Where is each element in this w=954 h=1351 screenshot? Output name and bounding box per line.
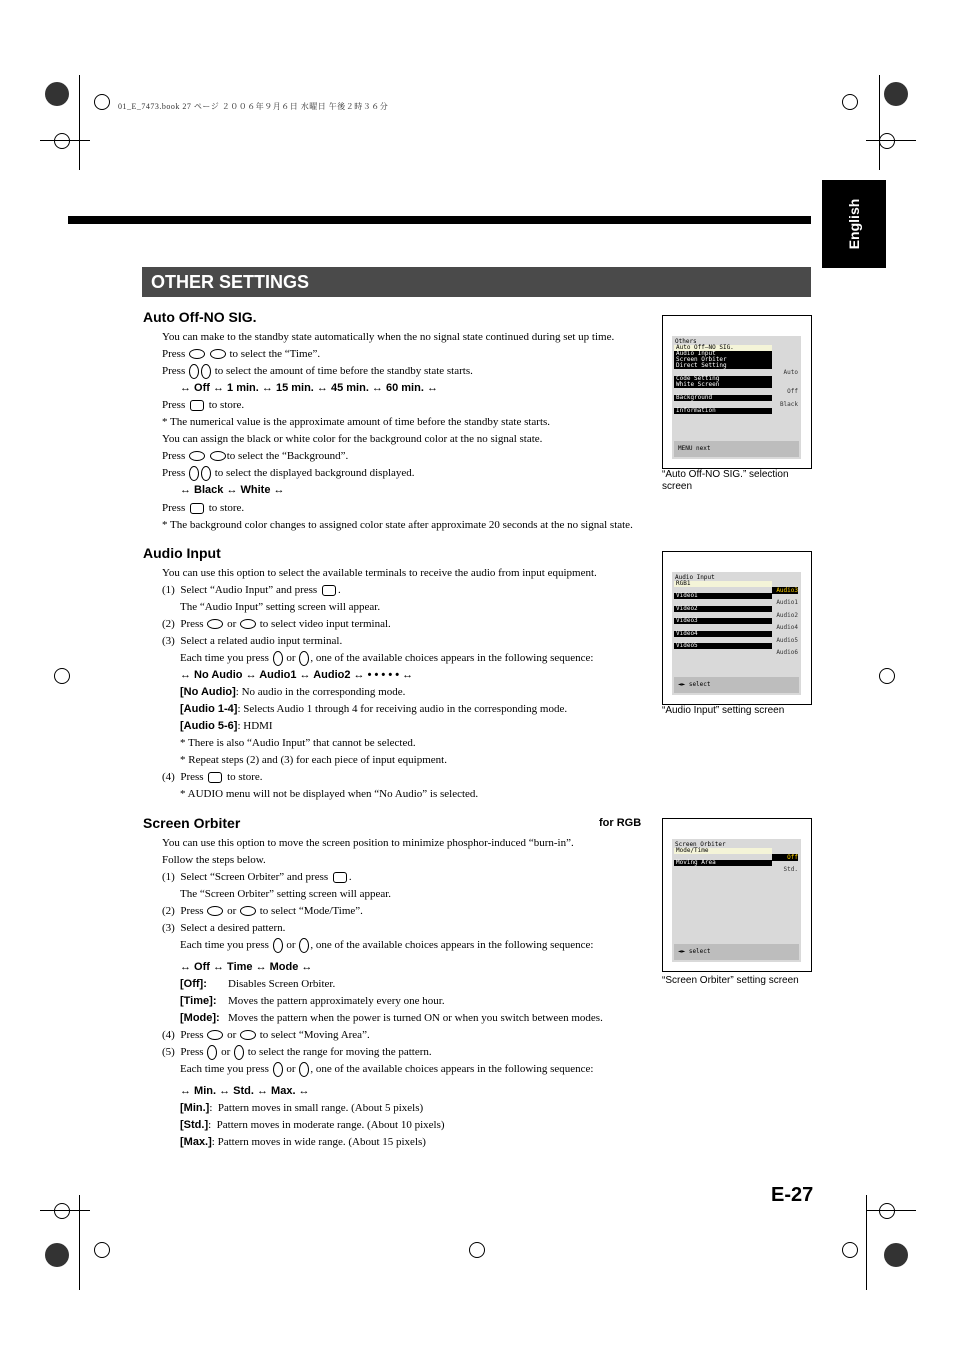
audio-input-heading: Audio Input bbox=[143, 545, 221, 561]
audio-def: [Audio 5-6]: HDMI bbox=[180, 720, 273, 732]
registration-target-icon bbox=[94, 94, 110, 110]
left-button-icon bbox=[273, 938, 283, 953]
right-button-icon bbox=[234, 1045, 244, 1060]
osd-row: Audio Input bbox=[674, 351, 772, 357]
audio-step-3-detail: Each time you press or , one of the available choices appears in the following sequence: bbox=[180, 652, 594, 664]
orbiter-area-def: [Std.]: Pattern moves in moderate range. (About 10 pixels) bbox=[180, 1119, 445, 1131]
crop-mark bbox=[879, 75, 880, 170]
orbiter-def: [Off]: Disables Screen Orbiter. bbox=[180, 978, 336, 990]
orbiter-step-1: (1) Select “Screen Orbiter” and press . bbox=[162, 871, 352, 883]
screen-orbiter-screen-figure bbox=[662, 818, 812, 972]
screen-orbiter-heading: Screen Orbiter bbox=[143, 815, 241, 831]
registration-target-icon bbox=[879, 1203, 895, 1219]
figure-caption: “Auto Off-NO SIG.” selection bbox=[662, 469, 789, 480]
osd-value: Std. bbox=[783, 866, 798, 873]
right-button-icon bbox=[201, 466, 211, 481]
top-rule bbox=[68, 216, 811, 224]
osd-row: Video4 bbox=[674, 631, 772, 637]
up-button-icon bbox=[189, 349, 205, 359]
registration-target-icon bbox=[469, 1242, 485, 1258]
left-button-icon bbox=[189, 466, 199, 481]
osd-value: Audio4 bbox=[776, 624, 798, 631]
registration-target-icon bbox=[54, 1203, 70, 1219]
language-tab bbox=[822, 180, 886, 268]
registration-target-icon bbox=[54, 133, 70, 149]
audio-input-intro: You can use this option to select the available terminals to receive the audio from input equipment. bbox=[162, 567, 597, 579]
background-sequence: ↔ Black ↔ White ↔ bbox=[180, 484, 285, 496]
osd-value: Off bbox=[772, 854, 798, 861]
registration-target-icon bbox=[842, 94, 858, 110]
language-tab-label: English bbox=[846, 198, 862, 250]
osd-value: Off bbox=[787, 388, 798, 395]
audio-step-2: (2) Press or to select video input terminal. bbox=[162, 618, 391, 630]
down-button-icon bbox=[210, 451, 226, 461]
up-button-icon bbox=[207, 619, 223, 629]
registration-mark-icon bbox=[45, 1243, 69, 1267]
crop-mark bbox=[79, 75, 80, 170]
osd-footer: ◄► select bbox=[674, 677, 799, 693]
osd-value: Auto bbox=[783, 369, 798, 376]
registration-target-icon bbox=[842, 1242, 858, 1258]
osd-row: Video1 bbox=[674, 593, 772, 599]
figure-caption: “Audio Input” setting screen bbox=[662, 705, 785, 716]
down-button-icon bbox=[240, 619, 256, 629]
osd-panel bbox=[672, 839, 801, 962]
auto-off-intro: You can make to the standby state automatically when the no signal state continued during set up time. bbox=[162, 331, 615, 343]
auto-off-step: Press to select the displayed background displayed. bbox=[162, 467, 415, 479]
enter-button-icon bbox=[333, 872, 347, 883]
section-title: OTHER SETTINGS bbox=[151, 272, 310, 292]
registration-target-icon bbox=[54, 668, 70, 684]
orbiter-area-def: [Min.]: Pattern moves in small range. (About 5 pixels) bbox=[180, 1102, 424, 1114]
registration-target-icon bbox=[94, 1242, 110, 1258]
orbiter-step-3: (3) Select a desired pattern. bbox=[162, 922, 286, 934]
audio-step-4: (4) Press to store. bbox=[162, 771, 263, 783]
osd-row: Direct Setting bbox=[674, 363, 772, 369]
audio-def: [No Audio]: No audio in the corresponding mode. bbox=[180, 686, 406, 698]
auto-off-text: You can assign the black or white color for the background color at the no signal state. bbox=[162, 433, 543, 445]
up-button-icon bbox=[189, 451, 205, 461]
up-button-icon bbox=[207, 906, 223, 916]
osd-panel bbox=[672, 336, 801, 459]
registration-target-icon bbox=[879, 668, 895, 684]
auto-off-step: Press to store. bbox=[162, 399, 245, 411]
file-info: 01_E_7473.book 27 ページ ２００６年９月６日 水曜日 午後２時３６分 bbox=[118, 102, 389, 111]
osd-value: Audio2 bbox=[776, 612, 798, 619]
orbiter-def: [Time]: Moves the pattern approximately every one hour. bbox=[180, 995, 445, 1007]
enter-button-icon bbox=[190, 400, 204, 411]
left-button-icon bbox=[273, 651, 283, 666]
down-button-icon bbox=[240, 1030, 256, 1040]
audio-step-1-result: The “Audio Input” setting screen will appear. bbox=[180, 601, 381, 613]
osd-row: Code Setting bbox=[674, 376, 772, 382]
osd-row: Screen Orbiter bbox=[674, 357, 772, 363]
audio-def: [Audio 1-4]: Selects Audio 1 through 4 for receiving audio in the corresponding mode. bbox=[180, 703, 568, 715]
orbiter-step-4: (4) Press or to select “Moving Area”. bbox=[162, 1029, 370, 1041]
orbiter-area-sequence: ↔ Min. ↔ Std. ↔ Max. ↔ bbox=[180, 1085, 310, 1097]
figure-caption: screen bbox=[662, 481, 693, 492]
registration-mark-icon bbox=[45, 82, 69, 106]
osd-row: Background bbox=[674, 395, 772, 401]
osd-value: Audio1 bbox=[776, 599, 798, 606]
audio-note: * AUDIO menu will not be displayed when “No Audio” is selected. bbox=[180, 788, 479, 800]
orbiter-def: [Mode]: Moves the pattern when the power is turned ON or when you switch between modes. bbox=[180, 1012, 603, 1024]
audio-note: * There is also “Audio Input” that cannot be selected. bbox=[180, 737, 416, 749]
osd-title: Audio Input bbox=[675, 574, 715, 581]
osd-value: Audio6 bbox=[776, 649, 798, 656]
orbiter-mode-sequence: ↔ Off ↔ Time ↔ Mode ↔ bbox=[180, 961, 313, 973]
page-number: E-27 bbox=[771, 1184, 814, 1206]
right-button-icon bbox=[299, 1062, 309, 1077]
auto-off-step: Press to select the “Time”. bbox=[162, 348, 321, 360]
osd-row: RGB1 bbox=[674, 581, 772, 587]
osd-row: Video5 bbox=[674, 643, 772, 649]
orbiter-intro: You can use this option to move the screen position to minimize phosphor-induced “burn-in”. bbox=[162, 837, 574, 849]
enter-button-icon bbox=[208, 772, 222, 783]
left-button-icon bbox=[207, 1045, 217, 1060]
osd-row: Auto Off–NO SIG. bbox=[674, 345, 772, 351]
audio-input-screen-figure bbox=[662, 551, 812, 705]
auto-off-time-sequence: ↔ Off ↔ 1 min. ↔ 15 min. ↔ 45 min. ↔ 60 min. ↔ bbox=[180, 382, 438, 394]
orbiter-step-5: (5) Press or to select the range for moving the pattern. bbox=[162, 1046, 432, 1058]
enter-button-icon bbox=[190, 503, 204, 514]
auto-off-screen-figure bbox=[662, 315, 812, 469]
osd-row: Information bbox=[674, 408, 772, 414]
registration-mark-icon bbox=[884, 82, 908, 106]
auto-off-step: Press to store. bbox=[162, 502, 245, 514]
osd-row: Video3 bbox=[674, 618, 772, 624]
osd-value: Audio3 bbox=[772, 587, 798, 594]
osd-panel bbox=[672, 572, 801, 695]
figure-caption: “Screen Orbiter” setting screen bbox=[662, 975, 799, 986]
up-button-icon bbox=[207, 1030, 223, 1040]
audio-step-3: (3) Select a related audio input terminal. bbox=[162, 635, 343, 647]
audio-note: * Repeat steps (2) and (3) for each piece of input equipment. bbox=[180, 754, 447, 766]
auto-off-step: Press to select the “Background”. bbox=[162, 450, 349, 462]
down-button-icon bbox=[240, 906, 256, 916]
orbiter-step-1-result: The “Screen Orbiter” setting screen will appear. bbox=[180, 888, 392, 900]
orbiter-step-3-detail: Each time you press or , one of the available choices appears in the following sequence: bbox=[180, 939, 594, 951]
left-button-icon bbox=[189, 364, 199, 379]
audio-step-1: (1) Select “Audio Input” and press . bbox=[162, 584, 341, 596]
auto-off-step: Press to select the amount of time before the standby state starts. bbox=[162, 365, 473, 377]
osd-value: Audio5 bbox=[776, 637, 798, 644]
orbiter-area-def: [Max.]: Pattern moves in wide range. (About 15 pixels) bbox=[180, 1136, 426, 1148]
audio-sequence: ↔ No Audio ↔ Audio1 ↔ Audio2 ↔ • • • • • ↔ bbox=[180, 669, 414, 681]
osd-row: Moving Area bbox=[674, 860, 772, 866]
left-button-icon bbox=[273, 1062, 283, 1077]
osd-title: Others bbox=[675, 338, 697, 345]
osd-value: Black bbox=[779, 401, 798, 408]
orbiter-step-2: (2) Press or to select “Mode/Time”. bbox=[162, 905, 363, 917]
registration-mark-icon bbox=[884, 1243, 908, 1267]
right-button-icon bbox=[299, 938, 309, 953]
auto-off-heading: Auto Off-NO SIG. bbox=[143, 309, 257, 325]
section-title-bar bbox=[142, 267, 811, 297]
orbiter-intro: Follow the steps below. bbox=[162, 854, 266, 866]
registration-target-icon bbox=[879, 133, 895, 149]
auto-off-note: * The background color changes to assigned color state after approximate 20 seconds at the no signal state. bbox=[162, 519, 633, 531]
osd-footer: ◄► select bbox=[674, 944, 799, 960]
osd-title: Screen Orbiter bbox=[675, 841, 726, 848]
right-button-icon bbox=[201, 364, 211, 379]
enter-button-icon bbox=[322, 585, 336, 596]
orbiter-step-5-detail: Each time you press or , one of the available choices appears in the following sequence: bbox=[180, 1063, 594, 1075]
osd-row: Mode/Time bbox=[674, 848, 772, 854]
for-rgb-label: for RGB bbox=[599, 817, 642, 829]
down-button-icon bbox=[210, 349, 226, 359]
osd-row: White Screen bbox=[674, 382, 772, 388]
auto-off-note: * The numerical value is the approximate amount of time before the standby state starts. bbox=[162, 416, 551, 428]
osd-footer: MENU next bbox=[674, 441, 799, 457]
osd-row: Video2 bbox=[674, 606, 772, 612]
right-button-icon bbox=[299, 651, 309, 666]
